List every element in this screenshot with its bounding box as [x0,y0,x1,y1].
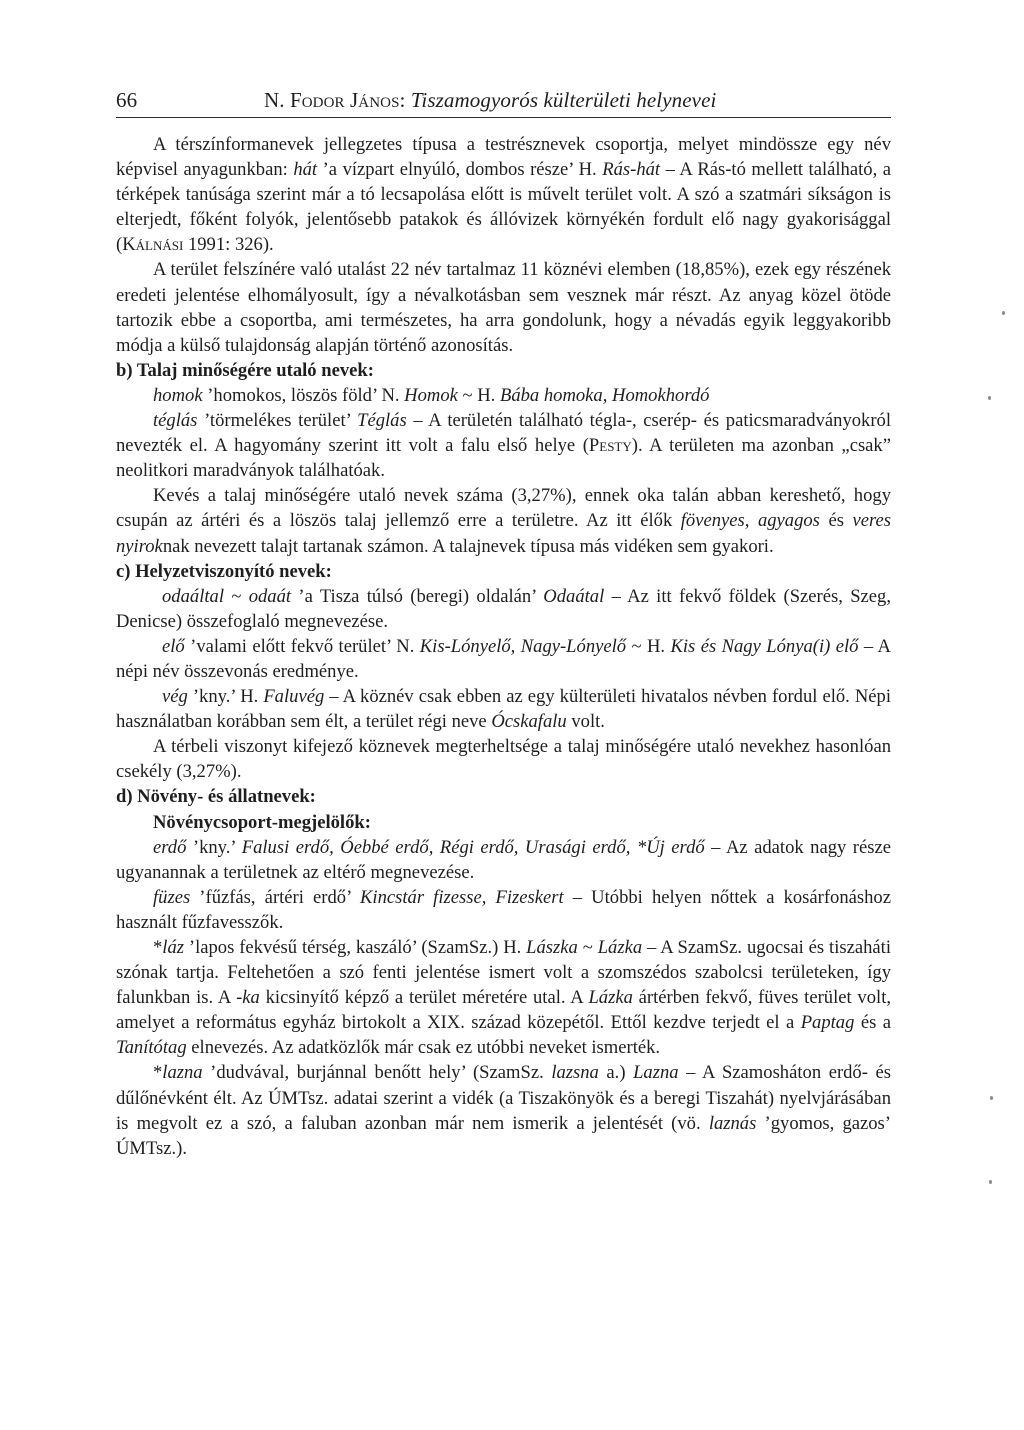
running-header [116,88,891,118]
paragraph: A terület felszínére való utalást 22 név tartalmaz 11 köznévi elemben (18,85%), ezek egy részének eredeti jelentése elhomályosult, így a névalkotásban sem vesznek már részt. Az anyag közel ötöde tartozik ebbe a csoportba, ami természetes, ha arra gondolunk, hogy a névadás egyik leggyakoribb módja a külső tulajdonság alapján történő azonosítás. [116,259,891,356]
paragraph: odaáltal ~ odaát ’a Tisza túlsó (beregi) oldalán’ Odaátal – Az itt fekvő földek (Szerés, Szeg, Denicse) összefoglaló megnevezése. [116,585,891,632]
section-heading: c) Helyzetviszonyító nevek: [116,560,332,582]
page-number: 66 [116,88,138,112]
paragraph: füzes ’fűzfás, ártéri erdő’ Kincstár fizesse, Fizeskert – Utóbbi helyen nőttek a kosárfonáshoz használt fűzfavesszők. [116,886,891,933]
paragraph: homok ’homokos, löszös föld’ N. Homok ~ H. Bába homoka, Homokhordó [153,384,710,406]
paragraph: A térszínformanevek jellegzetes típusa a testrésznevek csoportja, melyet mindössze egy név képvisel anyagunkban: hát ’a vízpart elnyúló, dombos része’ H. Rás-hát – A Rás-tó mellett található, a térképek tanúsága szerint már a tó lecsapolása előtt is művelt terület volt. A szó a szatmári síkságon is elterjedt, főként folyók, jelentősebb patakok és állóvizek környékén fordult elő nagy gyakorisággal (Kálnási 1991: 326). [116,134,891,256]
scan-speck [988,396,991,400]
paragraph: erdő ’kny.’ Falusi erdő, Óebbé erdő, Régi erdő, Urasági erdő, *Új erdő – Az adatok nagy része ugyanannak a területnek az eltérő megnevezése. [116,836,891,883]
section-heading: d) Növény- és állatnevek: [116,786,316,808]
body-text [116,132,891,1161]
scan-speck [989,1180,992,1184]
section-heading: Növénycsoport-megjelölők: [153,811,371,833]
paragraph: Kevés a talaj minőségére utaló nevek száma (3,27%), ennek oka talán abban kereshető, hogy csupán az ártéri és a löszös talaj jellemző erre a területre. Az itt élők fövenyes, agyagos és veres nyiroknak nevezett talajt tartanak számon. A talajnevek típusa más vidéken sem gyakori. [116,485,891,557]
header-title: Tiszamogyorós külterületi helynevei [410,88,717,112]
header-author: N. Fodor János: [264,88,406,112]
scan-speck [1002,311,1005,315]
section-heading: b) Talaj minőségére utaló nevek: [116,359,374,381]
page [116,88,891,1161]
paragraph: *láz ’lapos fekvésű térség, kaszáló’ (SzamSz.) H. Lászka ~ Lázka – A SzamSz. ugocsai és tiszaháti szónak tartja. Feltehetően a szó fenti jelentése ismert volt a szomszédos szabolcsi területeken, így falunkban is. A -ka kicsinyítő képző a terület méretére utal. A Lázka ártérben fekvő, füves terület volt, amelyet a református egyház birtokolt a XIX. század közepétől. Ettől kezdve terjedt el a Paptag és a Tanítótag elnevezés. Az adatközlők már csak ez utóbbi neveket ismerték. [116,937,892,1059]
scan-speck [990,1096,993,1100]
paragraph: vég ’kny.’ H. Faluvég – A köznév csak ebben az egy külterületi hivatalos névben fordul elő. Népi használatban korábban sem élt, a terület régi neve Ócskafalu volt. [116,686,891,733]
paragraph: A térbeli viszonyt kifejező köznevek megterheltsége a talaj minőségére utaló nevekhez hasonlóan csekély (3,27%). [116,736,891,783]
paragraph: *lazna ’dudvával, burjánnal benőtt hely’ (SzamSz. lazsna a.) Lazna – A Szamosháton erdő- és dűlőnévként élt. Az ÚMTsz. adatai szerint a vidék (a Tiszakönyök és a beregi Tiszahát) nyelvjárásában is megvolt ez a szó, a faluban azonban már nem ismerik a jelentését (vö. laznás ’gyomos, gazos’ ÚMTsz.). [116,1062,891,1159]
paragraph: elő ’valami előtt fekvő terület’ N. Kis-Lónyelő, Nagy-Lónyelő ~ H. Kis és Nagy Lónya(i) elő – A népi név összevonás eredménye. [116,635,891,682]
paragraph: téglás ’törmelékes terület’ Téglás – A területén található tégla-, cserép- és paticsmaradványokról nevezték el. A hagyomány szerint itt volt a falu első helye (Pesty). A területen ma azonban „csak” neolitkori maradványok találhatóak. [116,410,891,482]
